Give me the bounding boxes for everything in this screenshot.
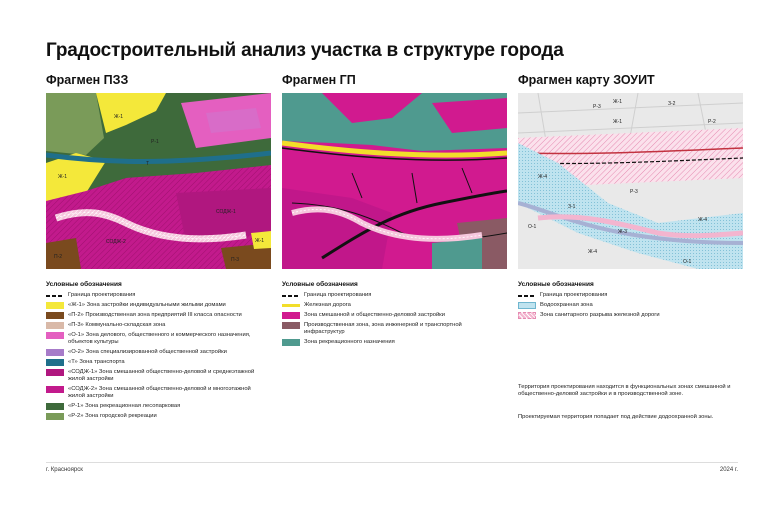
map-label: Ж-1 — [613, 99, 623, 105]
zouit-heading: Фрагмен карту ЗОУИТ — [518, 73, 655, 87]
map-label: Ж-1 — [58, 174, 68, 180]
map-label: О-1 — [683, 259, 692, 265]
legend-item — [282, 312, 504, 319]
map-label: Р-3 — [593, 104, 601, 110]
map-label: Ж-1 — [114, 114, 124, 120]
legend-item — [518, 302, 740, 309]
legend-label: Зона смешанной и общественно-деловой застройки — [304, 312, 445, 318]
zouit-legend-title: Условные обозначения — [518, 281, 594, 288]
legend-label: «П-3» Коммунально-складская зона — [68, 322, 166, 328]
pzz-map[interactable] — [46, 93, 271, 269]
legend-swatch — [46, 413, 64, 420]
legend-item — [46, 359, 268, 366]
legend-label: Граница проектирования — [540, 292, 608, 298]
legend-label: «СОДЖ-2» Зона смешанной общественно-деловой и многоэтажной жилой застройки — [68, 386, 251, 399]
map-label: Р-3 — [630, 189, 638, 195]
zone-p2-a — [46, 238, 81, 269]
legend-item — [282, 292, 504, 299]
legend-swatch — [282, 312, 300, 319]
map-label: Ж-4 — [588, 249, 598, 255]
map-label: Ж-4 — [538, 174, 548, 180]
map-label: СОДЖ-1 — [216, 209, 236, 215]
map-label: П-2 — [54, 254, 63, 260]
legend-label: «Р-1» Зона рекреационная лесопарковая — [68, 403, 181, 409]
zouit-map-svg — [518, 93, 743, 269]
gp-map[interactable] — [282, 93, 507, 269]
footer-divider — [46, 462, 738, 463]
pzz-heading: Фрагмен ПЗЗ — [46, 73, 129, 87]
legend-item — [46, 349, 268, 356]
legend-swatch — [518, 312, 536, 319]
legend-item — [518, 312, 740, 319]
legend-item — [46, 302, 268, 309]
legend-swatch — [282, 292, 300, 299]
legend-label: «Р-2» Зона городской рекреации — [68, 413, 157, 419]
legend-item — [282, 302, 504, 309]
map-label: СОДЖ-2 — [106, 239, 126, 245]
zouit-note-1: Территория проектирования находится в функциональных зонах смешанной и общественно-деловой застройки и в производственной зоне. — [518, 384, 731, 397]
legend-swatch — [46, 332, 64, 339]
page-title: Градостроительный анализ участка в структуре города — [46, 40, 564, 61]
map-label: Ж-1 — [613, 119, 623, 125]
legend-label: Железная дорога — [304, 302, 351, 308]
legend-label: Водоохранная зона — [540, 302, 593, 308]
legend-swatch — [46, 302, 64, 309]
legend-item — [46, 322, 268, 329]
legend-item — [46, 292, 268, 299]
legend-label: «О-2» Зона специализированной общественной застройки — [68, 349, 227, 355]
gp-heading: Фрагмен ГП — [282, 73, 356, 87]
legend-item — [518, 292, 740, 299]
legend-swatch — [46, 349, 64, 356]
legend-swatch — [518, 292, 536, 299]
legend-item — [282, 322, 504, 336]
legend-label: Граница проектирования — [68, 292, 136, 298]
legend-label: «П-2» Производственная зона предприятий III класса опасности — [68, 312, 242, 318]
map-label: Р-1 — [151, 139, 159, 145]
legend-label: Зона рекреационного назначения — [304, 339, 395, 345]
map-label: З-1 — [568, 204, 576, 210]
legend-swatch — [46, 403, 64, 410]
legend-swatch — [282, 339, 300, 346]
map-label: З-2 — [668, 101, 676, 107]
zouit-map[interactable] — [518, 93, 743, 269]
legend-item — [46, 403, 268, 410]
legend-item — [282, 339, 504, 346]
map-label: О-1 — [528, 224, 537, 230]
zouit-legend — [518, 292, 740, 322]
legend-label: «Т» Зона транспорта — [68, 359, 125, 365]
legend-swatch — [46, 369, 64, 376]
map-label: Ж-4 — [698, 217, 708, 223]
footer-year: 2024 г. — [719, 467, 738, 473]
legend-label: Зона санитарного разрыва железной дороги — [540, 312, 660, 318]
legend-swatch — [282, 304, 300, 307]
pzz-map-svg — [46, 93, 271, 269]
legend-item — [46, 369, 268, 383]
footer-city: г. Красноярск — [46, 467, 83, 473]
legend-item — [46, 413, 268, 420]
legend-label: «Ж-1» Зона застройки индивидуальными жилыми домами — [68, 302, 226, 308]
legend-label: «СОДЖ-1» Зона смешанной общественно-деловой и среднеэтажной жилой застройки — [68, 369, 255, 382]
zone-r2 — [46, 93, 104, 155]
gp-legend — [282, 292, 504, 349]
legend-swatch — [46, 359, 64, 366]
legend-item — [46, 312, 268, 319]
legend-label: «О-1» Зона делового, общественного и коммерческого назначения, объектов культуры — [68, 332, 251, 345]
gp-map-svg — [282, 93, 507, 269]
zone-recreation-bottom — [432, 238, 482, 269]
map-label: Ж-1 — [255, 238, 265, 244]
legend-item — [46, 332, 268, 346]
legend-swatch — [282, 322, 300, 329]
map-label: Т — [146, 161, 150, 167]
zouit-note-2: Проектируемая территория попадает под действие додоохранной зоны. — [518, 414, 714, 420]
gp-legend-title: Условные обозначения — [282, 281, 358, 288]
map-label: Р-2 — [708, 119, 716, 125]
legend-swatch — [46, 292, 64, 299]
legend-label: Производственная зона, зона инженерной и транспортной инфраструктур — [304, 322, 462, 335]
map-label: П-3 — [231, 257, 240, 263]
pzz-legend-title: Условные обозначения — [46, 281, 122, 288]
legend-swatch — [46, 312, 64, 319]
map-label: Ж-3 — [618, 229, 628, 235]
legend-item — [46, 386, 268, 400]
legend-swatch — [46, 386, 64, 393]
legend-swatch — [518, 302, 536, 309]
legend-swatch — [46, 322, 64, 329]
pzz-legend — [46, 292, 268, 423]
legend-label: Граница проектирования — [304, 292, 372, 298]
